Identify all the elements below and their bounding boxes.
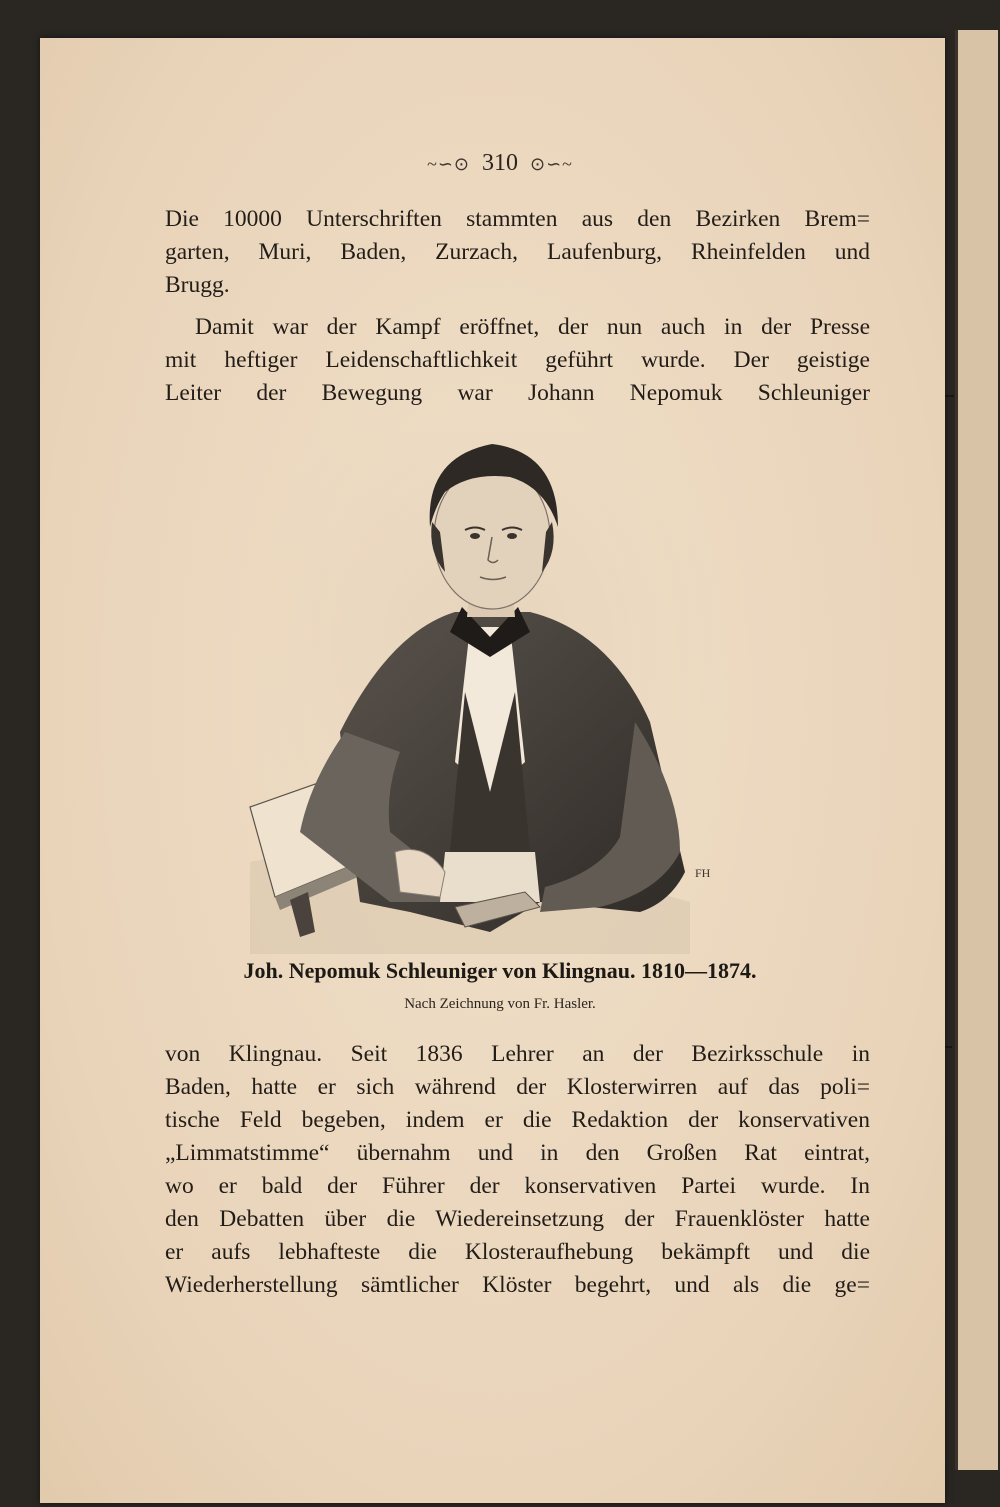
text-line: „Limmatstimme“ übernahm und in den Großen Rat eintrat,	[165, 1140, 870, 1166]
text-line: tische Feld begeben, indem er die Redaktion der konservativen	[165, 1107, 870, 1133]
text-line: mit heftiger Leidenschaftlichkeit geführt wurde. Der geistige	[165, 347, 870, 373]
text-line: den Debatten über die Wiedereinsetzung der Frauenklöster hatte	[165, 1206, 870, 1232]
right-ornament: ⊙∽~	[530, 154, 573, 174]
artist-monogram: FH	[695, 866, 711, 880]
figure-credit: Nach Zeichnung von Fr. Hasler.	[404, 996, 596, 1012]
text-line: Baden, hatte er sich während der Klosterwirren auf das poli=	[165, 1074, 870, 1100]
left-ornament: ~∽⊙	[427, 154, 470, 174]
text-line: garten, Muri, Baden, Zurzach, Laufenburg, Rheinfelden und	[165, 239, 870, 265]
text-line: von Klingnau. Seit 1836 Lehrer an der Bezirksschule in	[165, 1041, 870, 1067]
paragraph-3	[165, 1038, 870, 1302]
figure-caption: Joh. Nepomuk Schleuniger von Klingnau. 1810—1874.	[243, 958, 757, 983]
next-page-edge	[955, 30, 998, 1470]
text-line: Die 10000 Unterschriften stammten aus den Bezirken Brem=	[165, 206, 870, 232]
page-header	[0, 150, 1000, 177]
text-line: Leiter der Bewegung war Johann Nepomuk Schleuniger	[165, 380, 870, 406]
text-line: Wiederherstellung sämtlicher Klöster begehrt, und als die ge=	[165, 1272, 870, 1298]
text-line: er aufs lebhafteste die Klosteraufhebung bekämpft und die	[165, 1239, 870, 1265]
page-number: 310	[482, 150, 518, 176]
text-line: Brugg.	[165, 272, 230, 298]
text-line: Damit war der Kampf eröffnet, der nun auch in der Presse	[195, 314, 870, 340]
paragraph-2	[165, 311, 870, 410]
paragraph-1	[165, 203, 870, 302]
portrait-engraving	[240, 432, 720, 954]
text-line: wo er bald der Führer der konservativen Partei wurde. In	[165, 1173, 870, 1199]
